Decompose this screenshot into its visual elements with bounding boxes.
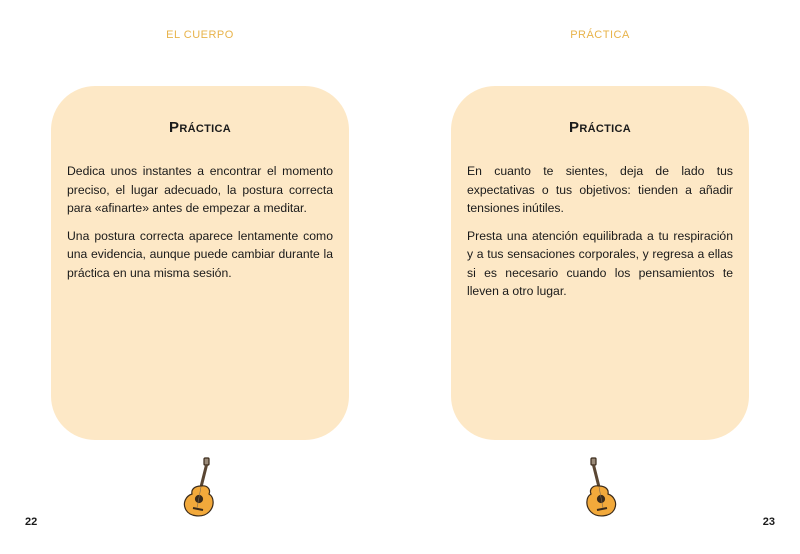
practice-card: [51, 86, 349, 440]
right-page: [400, 0, 800, 554]
card-paragraph: Dedica unos instantes a encontrar el momento preciso, el lugar adecuado, la postura correcta para «afinarte» antes de empezar a meditar.: [67, 164, 333, 215]
running-head: PRÁCTICA: [570, 29, 630, 41]
card-title: Práctica: [169, 119, 231, 136]
page-number: 23: [762, 516, 775, 528]
guitar-icon: [176, 456, 224, 522]
practice-card: [451, 86, 749, 440]
card-paragraph: Presta una atención equilibrada a tu respiración y a tus sensaciones corporales, y regresa a ellas si es necesario cuando los pensamientos te lleven a otro lugar.: [467, 228, 733, 298]
card-paragraph: Una postura correcta aparece lentamente como una evidencia, aunque puede cambiar durante la práctica en una misma sesión.: [67, 228, 333, 280]
card-body: [467, 162, 733, 301]
running-head: EL CUERPO: [166, 29, 234, 41]
card-body: [67, 162, 333, 282]
page-number: 22: [25, 516, 38, 528]
card-paragraph: En cuanto te sientes, deja de lado tus expectativas o tus objetivos: tienden a añadir tensiones inútiles.: [467, 164, 733, 215]
guitar-icon: [576, 456, 624, 522]
card-title: Práctica: [569, 119, 631, 136]
